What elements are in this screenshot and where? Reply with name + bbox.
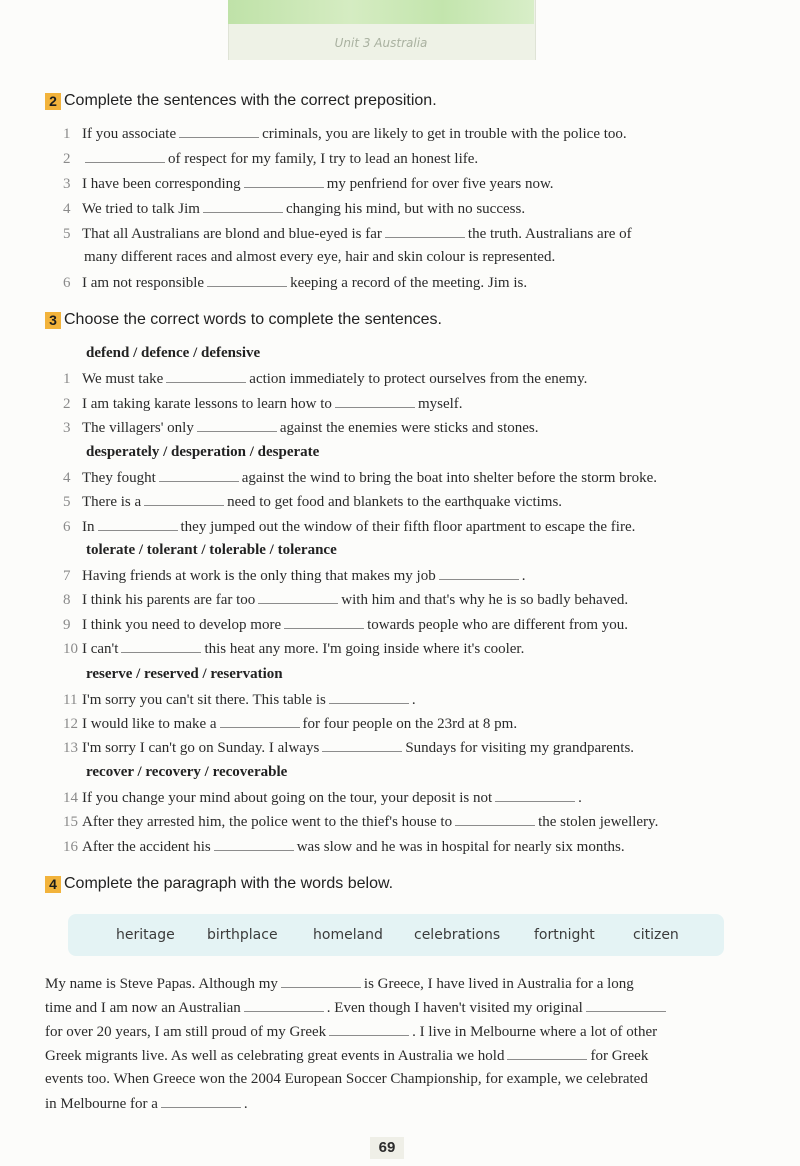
answer-blank[interactable] — [179, 125, 259, 138]
answer-blank[interactable] — [455, 813, 535, 826]
word-bank — [68, 914, 724, 956]
exercise-item: 12 I would like to make a for four people on the 23rd at 8 pm. — [63, 716, 518, 732]
answer-blank[interactable] — [329, 1023, 409, 1036]
answer-blank[interactable] — [322, 739, 402, 752]
paragraph-line: in Melbourne for a . — [45, 1096, 248, 1112]
answer-blank[interactable] — [244, 999, 324, 1012]
word-family-heading: tolerate / tolerant / tolerable / tolerance — [86, 542, 337, 558]
exercise-item: 15 After they arrested him, the police went to the thief's house to the stolen jewellery. — [63, 814, 659, 830]
exercise-item: 5 There is a need to get food and blankets to the earthquake victims. — [63, 494, 563, 510]
paragraph-line: Greek migrants live. As well as celebrating great events in Australia we hold for Greek — [45, 1048, 649, 1064]
answer-blank[interactable] — [258, 591, 338, 604]
exercise-item: 5 That all Australians are blond and blue-eyed is far the truth. Australians are of — [63, 226, 632, 242]
exercise-item: 2 of respect for my family, I try to lead an honest life. — [63, 151, 479, 167]
page-number: 69 — [370, 1137, 404, 1159]
answer-blank[interactable] — [207, 274, 287, 287]
exercise-item: 3 The villagers' only against the enemies were sticks and stones. — [63, 420, 539, 436]
section-title: Complete the paragraph with the words below. — [64, 875, 394, 892]
answer-blank[interactable] — [121, 640, 201, 653]
answer-blank[interactable] — [197, 419, 277, 432]
answer-blank[interactable] — [214, 838, 294, 851]
unit-title: Unit 3 Australia — [334, 36, 428, 50]
answer-blank[interactable] — [507, 1047, 587, 1060]
answer-blank[interactable] — [98, 518, 178, 531]
answer-blank[interactable] — [144, 493, 224, 506]
exercise-item: 2 I am taking karate lessons to learn how to myself. — [63, 396, 463, 412]
word-family-heading: reserve / reserved / reservation — [86, 666, 283, 682]
paragraph-line: time and I am now an Australian . Even though I haven't visited my original — [45, 999, 669, 1017]
word-bank-item: birthplace — [207, 927, 278, 943]
word-bank-item: heritage — [116, 927, 175, 943]
exercise-item: 11 I'm sorry you can't sit there. This table is . — [63, 692, 416, 708]
exercise-item: 8 I think his parents are far too with him and that's why he is so badly behaved. — [63, 592, 629, 608]
paragraph-line: for over 20 years, I am still proud of my Greek . I live in Melbourne where a lot of other — [45, 1024, 658, 1040]
word-bank-item: homeland — [313, 927, 383, 943]
answer-blank[interactable] — [244, 175, 324, 188]
section-number: 3 — [45, 312, 61, 329]
section-number: 4 — [45, 876, 61, 893]
word-bank-item: citizen — [633, 927, 679, 943]
answer-blank[interactable] — [439, 567, 519, 580]
section-3-heading — [45, 311, 442, 329]
exercise-item: 9 I think you need to develop more towards people who are different from you. — [63, 617, 629, 633]
answer-blank[interactable] — [385, 225, 465, 238]
paragraph-line: events too. When Greece won the 2004 European Soccer Championship, for example, we celebrated — [45, 1071, 648, 1087]
section-title: Complete the sentences with the correct preposition. — [64, 92, 437, 109]
answer-blank[interactable] — [495, 789, 575, 802]
answer-blank[interactable] — [161, 1095, 241, 1108]
exercise-item: 16 After the accident his was slow and he was in hospital for nearly six months. — [63, 839, 625, 855]
exercise-item: 13 I'm sorry I can't go on Sunday. I always Sundays for visiting my grandparents. — [63, 740, 635, 756]
answer-blank[interactable] — [335, 395, 415, 408]
word-family-heading: defend / defence / defensive — [86, 345, 261, 361]
header-decoration — [228, 0, 534, 24]
answer-blank[interactable] — [284, 616, 364, 629]
section-2-heading — [45, 92, 437, 110]
exercise-item: 4 They fought against the wind to bring the boat into shelter before the storm broke. — [63, 470, 658, 486]
exercise-item: 1 We must take action immediately to protect ourselves from the enemy. — [63, 371, 588, 387]
answer-blank[interactable] — [586, 999, 666, 1012]
word-family-heading: recover / recovery / recoverable — [86, 764, 288, 780]
answer-blank[interactable] — [281, 975, 361, 988]
exercise-item: 4 We tried to talk Jim changing his mind, but with no success. — [63, 201, 526, 217]
answer-blank[interactable] — [166, 370, 246, 383]
section-4-heading — [45, 875, 393, 893]
answer-blank[interactable] — [329, 691, 409, 704]
exercise-item: 6 In they jumped out the window of their fifth floor apartment to escape the fire. — [63, 519, 636, 535]
word-bank-item: celebrations — [414, 927, 501, 943]
answer-blank[interactable] — [159, 469, 239, 482]
answer-blank[interactable] — [220, 715, 300, 728]
exercise-item: 1 If you associate criminals, you are likely to get in trouble with the police too. — [63, 126, 627, 142]
answer-blank[interactable] — [203, 200, 283, 213]
exercise-item: 10 I can't this heat any more. I'm going inside where it's cooler. — [63, 641, 525, 657]
word-bank-item: fortnight — [534, 927, 595, 943]
exercise-item-continuation: many different races and almost every eye, hair and skin colour is represented. — [84, 249, 556, 265]
exercise-item: 6 I am not responsible keeping a record of the meeting. Jim is. — [63, 275, 528, 291]
paragraph-line: My name is Steve Papas. Although my is Greece, I have lived in Australia for a long — [45, 976, 634, 992]
exercise-item: 7 Having friends at work is the only thing that makes my job . — [63, 568, 526, 584]
exercise-item: 3 I have been corresponding my penfriend for over five years now. — [63, 176, 554, 192]
answer-blank[interactable] — [85, 150, 165, 163]
section-title: Choose the correct words to complete the sentences. — [64, 311, 442, 328]
word-family-heading: desperately / desperation / desperate — [86, 444, 320, 460]
exercise-item: 14 If you change your mind about going on the tour, your deposit is not . — [63, 790, 582, 806]
section-number: 2 — [45, 93, 61, 110]
